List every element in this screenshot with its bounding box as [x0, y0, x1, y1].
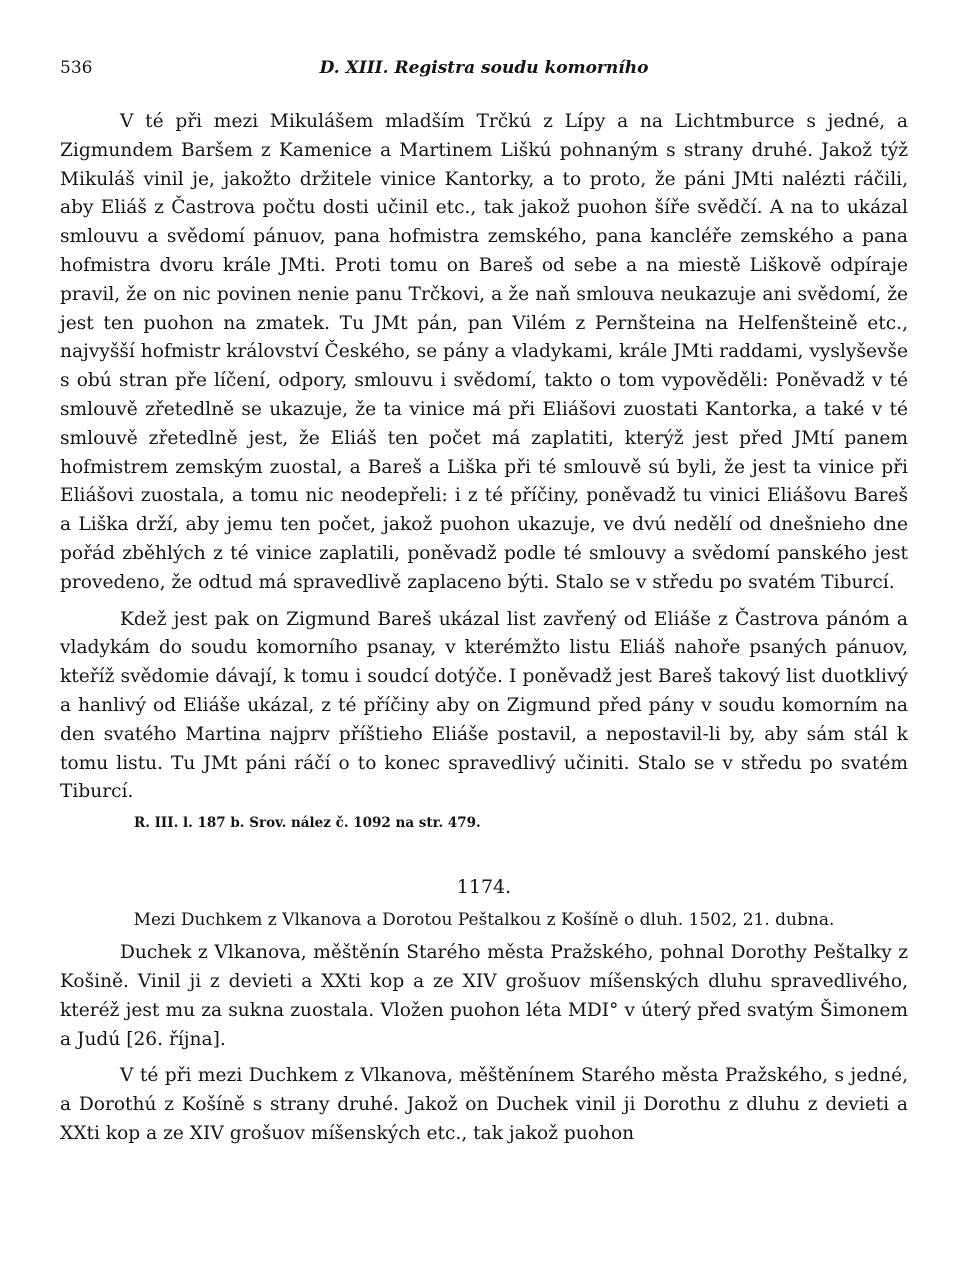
document-page	[60, 0, 908, 1280]
source-note: R. III. l. 187 b. Srov. nález č. 1092 na str. 479.	[134, 815, 481, 832]
paragraph-gap	[60, 1054, 908, 1062]
paragraph-summons: Duchek z Vlkanova, měštěnín Starého města Pražského, pohnal Dorothy Peštalky z Košině. Vinil ji z devieti a XXti kop a ze XIV grošuov míšenských dluhu spravedlivého, kteréž jest mu za sukna zuostala. Vložen puohon léta MDI° v úterý před svatým Šimonem a Judú [26. října].	[60, 942, 908, 1050]
page-header	[60, 58, 908, 84]
paragraph-verdict: V té při mezi Mikulášem mladším Trčkú z Lípy a na Lichtmburce s jedné, a Zigmundem Baršem z Kamenice a Martinem Liškú pohnaným s strany druhé. Jakož týž Mikuláš vinil je, jakožto držitele vinice Kantorky, a to proto, že páni JMti nalézti ráčili, aby Eliáš z Častrova počtu dosti učinil etc., tak jakož puohon šíře svědčí. A na to ukázal smlouvu a svědomí pánuov, pana hofmistra zemského, pana kancléře zemského a pana hofmistra dvoru krále JMti. Proti tomu on Bareš od sebe a na miestě Liškově odpíraje pravil, že on nic povinen nenie panu Trčkovi, a že naň smlouva neukazuje ani svědomí, že jest ten puohon na zmatek. Tu JMt pán, pan Vilém z Pernšteina na Helfenšteině etc., najvyšší hofmistr království Českého, se pány a vladykami, krále JMti raddami, vyslyševše s obú stran pře líčení, odpory, smlouvu i svědomí, takto o tom vypověděli: Poněvadž v té smlouvě zřetedlně se ukazuje, že ta vinice má při Eliášovi zuostati Kantorka, a také v té smlouvě zřetedlně jest, že Eliáš ten počet má zaplatiti, kterýž jest před JMtí panem hofmistrem zemským zuostal, a Bareš a Liška při té smlouvě sú byli, že jest ta vinice při Eliášovi zuostala, a tomu nic neodepřeli: i z té příčiny, poněvadž tu vinici Eliášovu Bareš a Liška drží, aby jemu ten počet, jakož puohon ukazuje, ve dvú nedělí od dnešnieho dne pořád zběhlých z té vinice zaplatili, poněvadž podle té smlouvy a svědomí panského jest provedeno, že odtud má spravedlivě zaplaceno býti. Stalo se v středu po svatém Tiburcí.	[60, 111, 908, 593]
entry-heading: Mezi Duchkem z Vlkanova a Dorotou Peštalkou z Košíně o dluh. 1502, 21. dubna.	[133, 910, 835, 931]
running-title: D. XIII. Registra soudu komorního	[319, 58, 649, 78]
paragraph-gap	[60, 598, 908, 606]
paragraph-proceedings: V té při mezi Duchkem z Vlkanova, měštěnínem Starého města Pražského, s jedné, a Dorothú z Košíně s strany druhé. Jakož on Duchek vinil ji Dorothu z dluhu z devieti a XXti kop a ze XIV grošuov míšenských etc., tak jakož puohon	[60, 1065, 908, 1144]
entry-number: 1174.	[456, 876, 512, 899]
page-number: 536	[60, 58, 93, 78]
page-body	[60, 108, 908, 1149]
paragraph-letter: Kdež jest pak on Zigmund Bareš ukázal list zavřený od Eliáše z Častrova pánóm a vladykám do soudu komorního psanay, v kterémžto listu Eliáš nahoře psaných pánuov, kteříž svědomie dávají, k tomu i soudcí dotýče. I poněvadž jest Bareš takový list duotklivý a hanlivý od Eliáše ukázal, z té příčiny aby on Zigmund před pány v soudu komorním na den svatého Martina najprv příštieho Eliáše postavil, a nepostavil-li by, aby sám stál k tomu listu. Tu JMt páni ráčí o to konec spravedlivý učiniti. Stalo se v středu po svatém Tiburcí.	[60, 608, 908, 803]
